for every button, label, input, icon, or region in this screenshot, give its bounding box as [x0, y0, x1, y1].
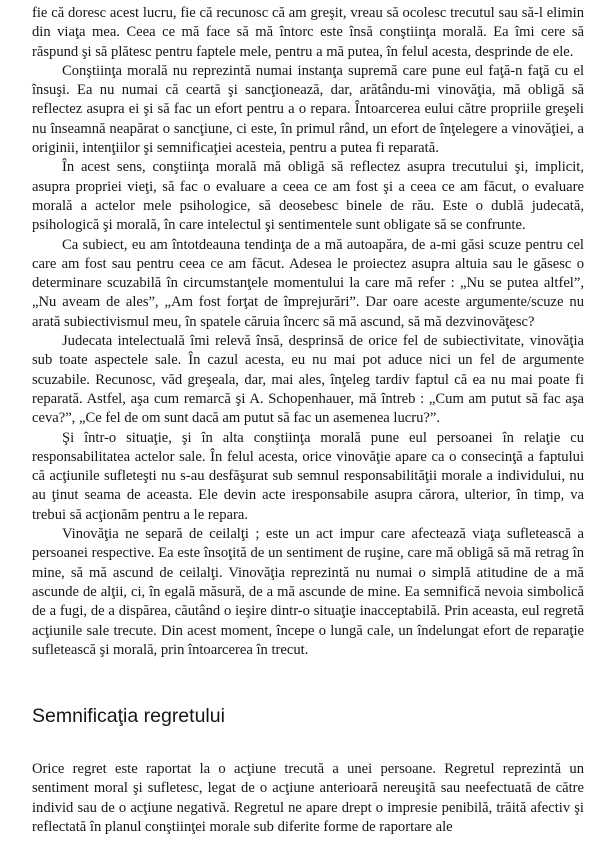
- paragraph-5: Judecata intelectuală îmi relevă însă, desprinsă de orice fel de subiectivitate, vinovăţia sub toate aspectele sale. În cazul acesta, eu nu mai pot aduce nici un fel de argumente scuzabile. Recunosc, văd greşeala, dar, mai ales, înţeleg tardiv faptul că ea nu mai poate fi reparată. Astfel, aşa cum remarcă şi A. Schopenhauer, mă întreb : „Cum am putut să fac aşa ceva?”, „Ce fel de om sunt dacă am putut să fac un asemenea lucru?”.: [32, 333, 584, 427]
- section-heading: Semnificaţia regretului: [32, 705, 225, 727]
- paragraph-7: Vinovăţia ne separă de ceilalţi ; este un act impur care afectează viaţa sufletească a persoanei respective. Ea este însoţită de un sentiment de ruşine, care mă obligă să mă retrag în mine, să mă ascund de ceilalţi. Vinovăţia reprezintă nu numai o simplă atitudine de a mă ascunde de alţii, ci, în egală măsură, de a mă ascunde de mine. Ea semnifică nevoia simbolică de a fugi, de a dispărea, căutând o ieşire dintr-o situaţie inacceptabilă. Prin aceasta, eul regretă acţiunile sale trecute. Din acest moment, începe o lungă cale, un îndelungat efort de reparaţie sufletească şi morală, prin întoarcerea în trecut.: [32, 526, 584, 658]
- body-text: [32, 4, 584, 660]
- paragraph-1: fie că doresc acest lucru, fie că recunosc că am greşit, vreau să ocolesc trecutul sau să-l elimin din viaţa mea. Ceea ce mă face să mă întorc este însă conştiinţa morală. Ea îmi cere să răspund şi să plătesc pentru faptele mele, pentru a mă putea, în felul acesta, desprinde de ele.: [32, 5, 584, 60]
- paragraph-2: Conştiinţa morală nu reprezintă numai instanţa supremă care pune eul faţă-n faţă cu el însuşi. Ea nu numai că ceartă şi sancţionează, dar, arătându-mi vinovăţia, mă obligă să reflectez asupra ei şi să fac un efort pentru a o repara. Întoarcerea eului către propriile greşeli nu înseamnă neapărat o sancţiune, ci este, în primul rând, un efort de înţelegere a vinovăţiei, a originii, intenţiilor şi semnificaţiei acesteia, pentru a putea fi reparată.: [32, 62, 584, 157]
- paragraph-4: Ca subiect, eu am întotdeauna tendinţa de a mă autoapăra, de a-mi găsi scuze pentru cel care am fost sau pentru ceea ce am făcut. Adesea le proiectez asupra altuia sau le găsesc o determinare scuzabilă în circumstanţele momentului la care mă refer : „Nu se putea altfel”, „Nu aveam de ales”, „Am fost forţat de împrejurări”. Dar oare aceste argumente/scuze nu arată subiectivismul meu, în spatele căruia încerc să mă ascund, să mă dezvinovăţesc?: [32, 236, 584, 330]
- section-body: [32, 760, 584, 837]
- paragraph-6: Şi într-o situaţie, şi în alta conştiinţa morală pune eul persoanei în relaţie cu responsabilitatea actelor sale. În felul acesta, orice vinovăţie apare ca o consecinţă a faptului că acţiunile sufleteşti nu s-au desfăşurat sub semnul responsabilităţii morale a individului, nu au ţinut seama de aceasta. Ele devin acte iresponsabile asupra cărora, ulterior, în timp, va trebui să acţionăm pentru a le repara.: [32, 429, 584, 523]
- section-paragraph-1: Orice regret este raportat la o acţiune trecută a unei persoane. Regretul reprezintă un sentiment moral şi sufletesc, legat de o acţiune anterioară nereuşită sau neefectuată de către individ sau de o acţiune negativă. Regretul ne apare drept o impresie penibilă, trăită afectiv şi reflectată în planul conştiinţei morale sub diferite forme de raportare ale: [32, 761, 584, 835]
- paragraph-3: În acest sens, conştiinţa morală mă obligă să reflectez asupra trecutului şi, implicit, asupra propriei vieţi, să fac o evaluare a ceea ce am fost şi a ceea ce am făcut, o evaluare morală a actelor mele psihologice, să deosebesc binele de rău. Este o dublă judecată, psihologică şi morală, în care intelectul şi sentimentele sunt obligate să se confrunte.: [32, 159, 584, 234]
